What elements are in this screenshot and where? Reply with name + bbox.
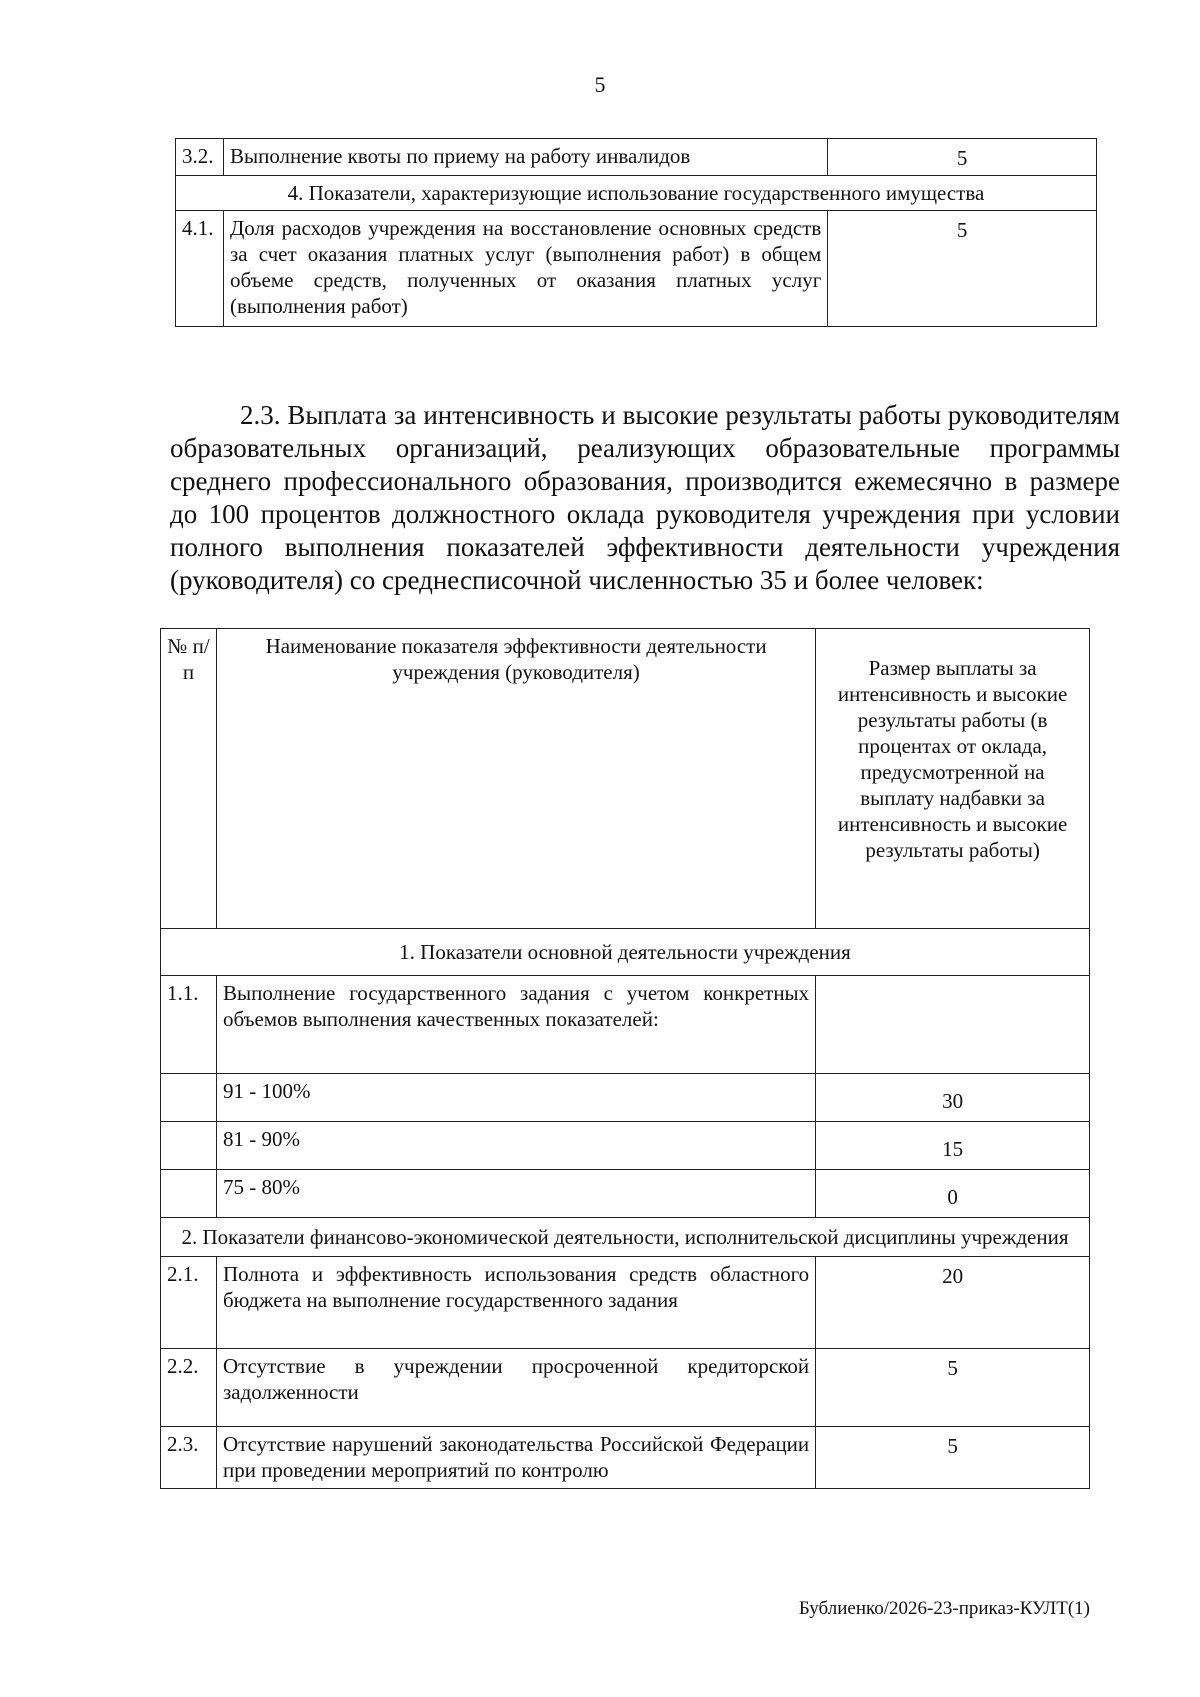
table-row: [176, 211, 1097, 327]
indicator-name: Отсутствие нарушений законодательства Российской Федерации при проведении мероприятий по контролю: [216, 1427, 815, 1489]
row-number: 2.2.: [161, 1349, 217, 1427]
indicator-value: 30: [816, 1074, 1090, 1122]
header-value: Размер выплаты за интенсивность и высокие результаты работы (в процентах от оклада, предусмотренной на выплату надбавки за интенсивность и высокие результаты работы): [816, 629, 1090, 929]
row-number: 3.2.: [176, 139, 224, 176]
document-footer: Бублиенко/2026-23-приказ-КУЛТ(1): [798, 1598, 1090, 1619]
section-row: [161, 929, 1090, 976]
header-name: Наименование показателя эффективности деятельности учреждения (руководителя): [216, 629, 815, 929]
table-row: [161, 1122, 1090, 1170]
indicator-name: Отсутствие в учреждении просроченной кредиторской задолженности: [216, 1349, 815, 1427]
table-row: [161, 1427, 1090, 1489]
indicator-value: 5: [816, 1349, 1090, 1427]
indicator-value: 5: [816, 1427, 1090, 1489]
section-row: [176, 176, 1097, 211]
indicator-value: 5: [828, 211, 1097, 327]
section-title: 4. Показатели, характеризующие использование государственного имущества: [176, 176, 1097, 211]
table-row: [161, 1074, 1090, 1122]
indicator-value: [816, 976, 1090, 1074]
empty-cell: [161, 1122, 217, 1170]
indicator-value: 20: [816, 1257, 1090, 1349]
indicator-name: Выполнение государственного задания с учетом конкретных объемов выполнения качественных показателей:: [216, 976, 815, 1074]
empty-cell: [161, 1170, 217, 1218]
table-row: [161, 1257, 1090, 1349]
section-title: 1. Показатели основной деятельности учреждения: [161, 929, 1090, 976]
indicators-table: [160, 628, 1090, 1489]
range-label: 91 - 100%: [216, 1074, 815, 1122]
indicator-value: 5: [828, 139, 1097, 176]
table-row: [161, 1349, 1090, 1427]
indicator-name: Полнота и эффективность использования средств областного бюджета на выполнение государственного задания: [216, 1257, 815, 1349]
row-number: 4.1.: [176, 211, 224, 327]
indicator-name: Доля расходов учреждения на восстановление основных средств за счет оказания платных услуг (выполнения работ) в общем объеме средств, полученных от оказания платных услуг (выполнения работ): [223, 211, 827, 327]
range-label: 75 - 80%: [216, 1170, 815, 1218]
table-row: [161, 976, 1090, 1074]
empty-cell: [161, 1074, 217, 1122]
table-header-row: [161, 629, 1090, 929]
paragraph-2-3: 2.3. Выплата за интенсивность и высокие результаты работы руководителям образовательных организаций, реализующих образовательные программы среднего профессионального образования, производится ежемесячно в размере до 100 процентов должностного оклада руководителя учреждения при условии полного выполнения показателей эффективности деятельности учреждения (руководителя) со среднесписочной численностью 35 и более человек:: [170, 400, 1120, 595]
row-number: 1.1.: [161, 976, 217, 1074]
section-title: 2. Показатели финансово-экономической деятельности, исполнительской дисциплины учреждения: [161, 1218, 1090, 1257]
indicator-value: 0: [816, 1170, 1090, 1218]
indicator-name: Выполнение квоты по приему на работу инвалидов: [223, 139, 827, 176]
indicator-value: 15: [816, 1122, 1090, 1170]
range-label: 81 - 90%: [216, 1122, 815, 1170]
table-row: [176, 139, 1097, 176]
indicators-table-continued: [175, 138, 1097, 327]
page-number: 5: [594, 72, 606, 97]
header-number: № п/п: [161, 629, 217, 929]
row-number: 2.1.: [161, 1257, 217, 1349]
table-row: [161, 1170, 1090, 1218]
section-row: [161, 1218, 1090, 1257]
row-number: 2.3.: [161, 1427, 217, 1489]
